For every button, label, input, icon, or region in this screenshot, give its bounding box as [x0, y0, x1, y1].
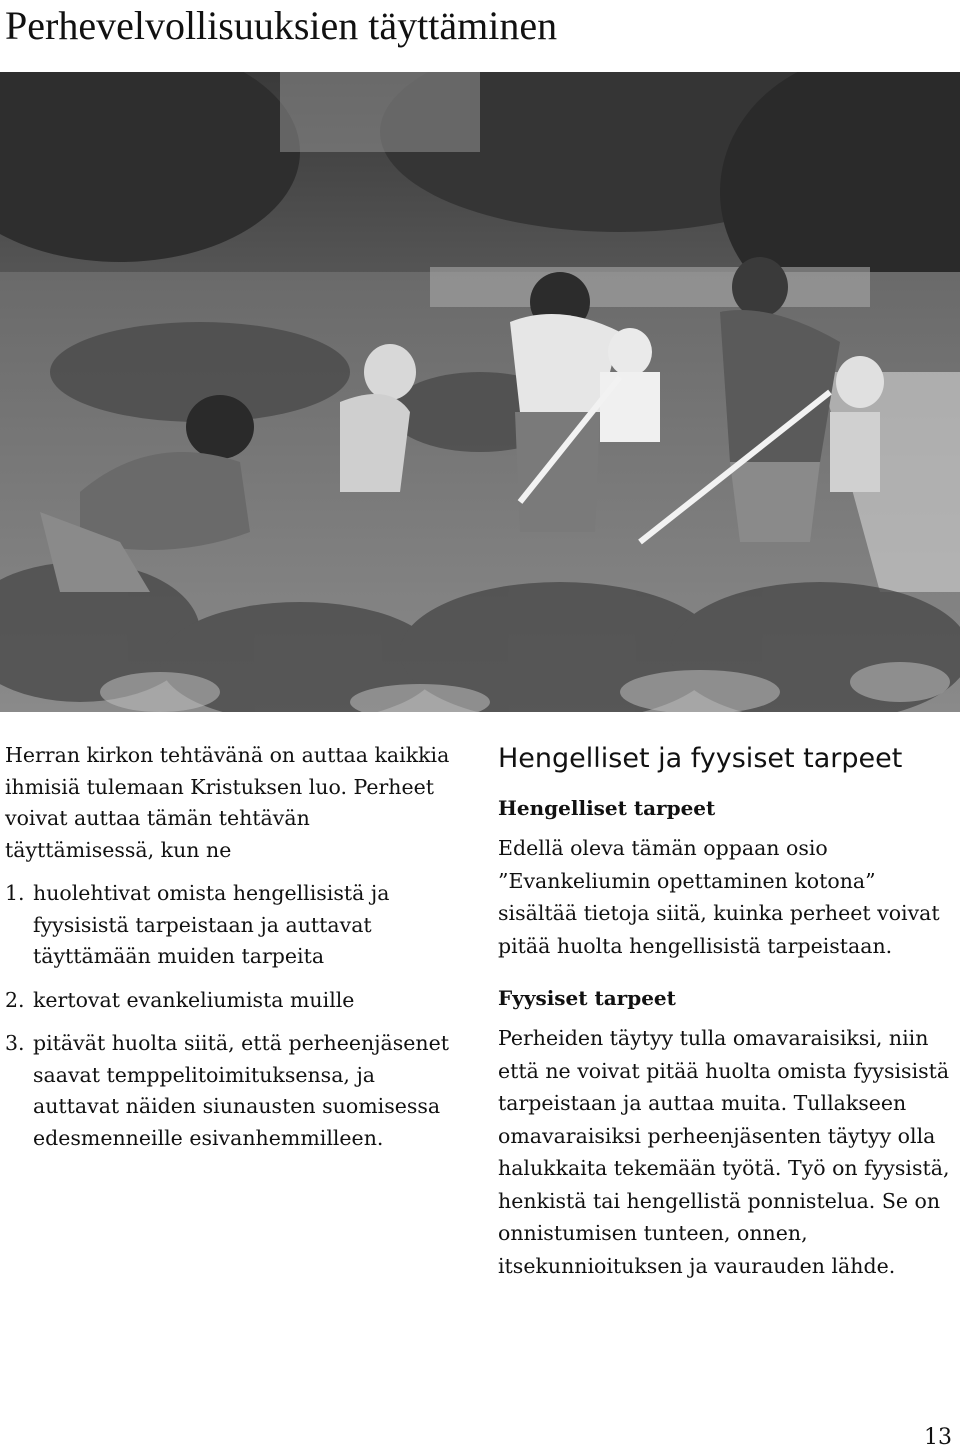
list-item	[5, 985, 465, 1017]
left-column	[5, 740, 465, 1166]
list-item	[5, 1028, 465, 1154]
right-column	[498, 740, 958, 1304]
list-text: pitävät huolta siitä, että perheenjäsenet saavat temppelitoimituksensa, ja auttavat näiden siunausten suomisessa edesmenneille esivanhemmilleen.	[33, 1031, 449, 1150]
page-number: 13	[924, 1425, 952, 1450]
list-number: 3.	[5, 1031, 25, 1055]
list-text: huolehtivat omista hengellisistä ja fyysisistä tarpeistaan ja auttavat täyttämään muiden tarpeita	[33, 881, 390, 968]
duties-list	[5, 878, 465, 1154]
page-title: Perhevelvollisuuksien täyttäminen	[5, 3, 558, 48]
physical-needs-heading: Fyysiset tarpeet	[498, 986, 676, 1010]
intro-paragraph: Herran kirkon tehtävänä on auttaa kaikkia ihmisiä tulemaan Kristuksen luo. Perheet voivat auttaa tämän tehtävän täyttämisessä, kun ne	[5, 743, 450, 862]
section-heading: Hengelliset ja fyysiset tarpeet	[498, 743, 903, 774]
list-item	[5, 878, 465, 973]
spiritual-needs-text: Edellä oleva tämän oppaan osio ”Evankeliumin opettaminen kotona” sisältää tietoja siitä, kuinka perheet voivat pitää huolta hengellisistä tarpeistaan.	[498, 836, 940, 958]
list-text: kertovat evankeliumista muille	[33, 987, 355, 1012]
family-gardening-photo	[0, 72, 960, 712]
spiritual-needs-heading: Hengelliset tarpeet	[498, 796, 716, 820]
list-number: 1.	[5, 881, 25, 905]
physical-needs-text: Perheiden täytyy tulla omavaraisiksi, niin että ne voivat pitää huolta omista fyysisistä tarpeistaan ja auttaa muita. Tullakseen omavaraisiksi perheenjäsenten täytyy olla halukkaita tekemään työtä. Työ on fyysistä, henkistä tai hengellistä ponnistelua. Se on onnistumisen tunteen, onnen, itsekunnioituksen ja vaurauden lähde.	[498, 1026, 950, 1278]
list-number: 2.	[5, 987, 25, 1012]
